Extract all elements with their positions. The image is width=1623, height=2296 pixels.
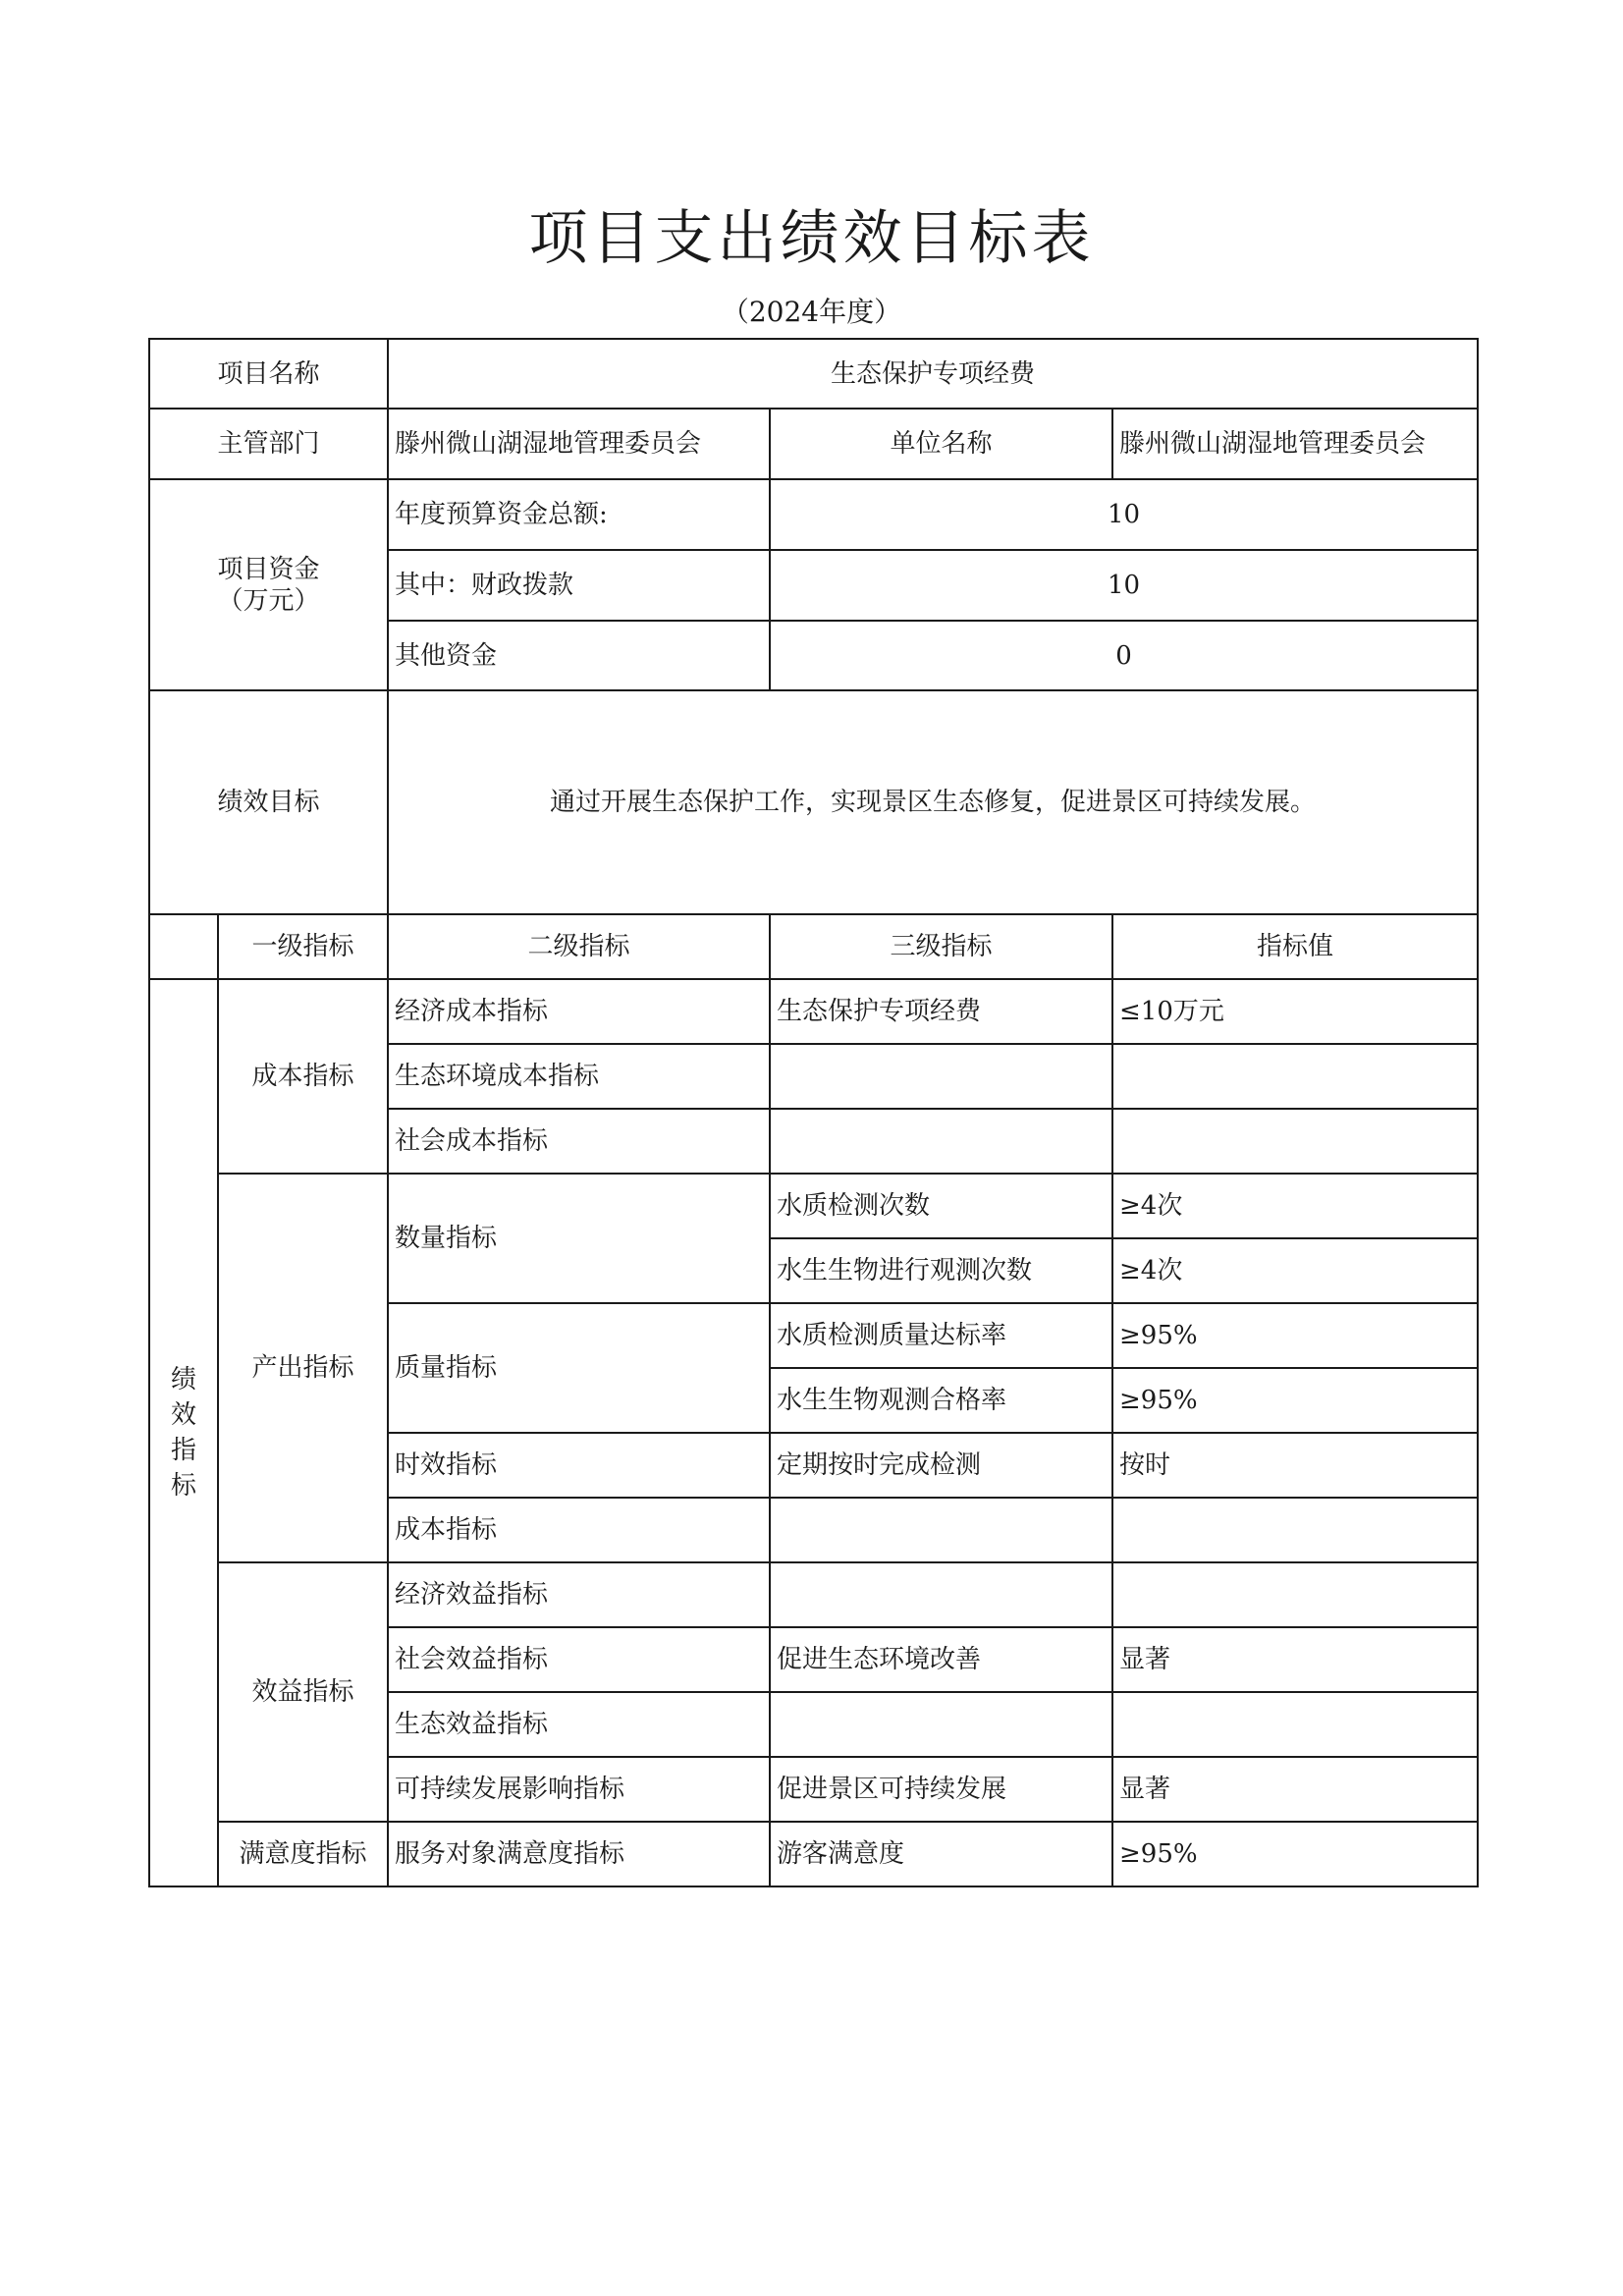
value-cell: ≤10万元	[1112, 979, 1478, 1044]
group-output: 产出指标	[218, 1174, 388, 1562]
level3-cell	[770, 1498, 1112, 1562]
page-subtitle: （2024年度）	[721, 296, 902, 328]
indicator-vertical-label: 绩 效 指 标	[149, 979, 218, 1886]
funds-fiscal-label: 其中：财政拨款	[388, 550, 770, 621]
department-row	[149, 409, 1478, 479]
value-cell: ≥95%	[1112, 1303, 1478, 1368]
table-row	[149, 979, 1478, 1044]
value-cell: ≥95%	[1112, 1368, 1478, 1433]
level3-cell	[770, 1044, 1112, 1109]
value-cell: 显著	[1112, 1627, 1478, 1692]
level3-cell: 水质检测次数	[770, 1174, 1112, 1238]
project-name-row	[149, 339, 1478, 409]
level3-cell: 水生生物观测合格率	[770, 1368, 1112, 1433]
value-cell	[1112, 1692, 1478, 1757]
dept-value: 滕州微山湖湿地管理委员会	[388, 409, 770, 479]
level2-cell: 社会效益指标	[388, 1627, 770, 1692]
indicator-header-row	[149, 914, 1478, 979]
value-cell	[1112, 1109, 1478, 1174]
group-cost: 成本指标	[218, 979, 388, 1174]
level3-cell: 定期按时完成检测	[770, 1433, 1112, 1498]
goal-label: 绩效目标	[149, 690, 388, 914]
level2-cell: 成本指标	[388, 1498, 770, 1562]
funds-fiscal-value: 10	[770, 550, 1478, 621]
value-cell: ≥4次	[1112, 1238, 1478, 1303]
table-row	[149, 1562, 1478, 1627]
header-value: 指标值	[1112, 914, 1478, 979]
level2-cell: 社会成本指标	[388, 1109, 770, 1174]
value-cell	[1112, 1498, 1478, 1562]
performance-table	[148, 338, 1479, 1887]
funds-total-value: 10	[770, 479, 1478, 550]
table-row	[149, 1822, 1478, 1886]
project-name-value: 生态保护专项经费	[388, 339, 1478, 409]
level2-cell: 服务对象满意度指标	[388, 1822, 770, 1886]
header-level2: 二级指标	[388, 914, 770, 979]
goal-text: 通过开展生态保护工作，实现景区生态修复，促进景区可持续发展。	[388, 690, 1478, 914]
value-cell	[1112, 1044, 1478, 1109]
dept-label: 主管部门	[149, 409, 388, 479]
level2-cell: 时效指标	[388, 1433, 770, 1498]
funds-other-value: 0	[770, 621, 1478, 690]
level3-cell: 水质检测质量达标率	[770, 1303, 1112, 1368]
level2-cell: 经济成本指标	[388, 979, 770, 1044]
group-benefit: 效益指标	[218, 1562, 388, 1822]
value-cell: ≥95%	[1112, 1822, 1478, 1886]
header-level1: 一级指标	[218, 914, 388, 979]
level2-cell: 数量指标	[388, 1174, 770, 1303]
level3-cell: 促进生态环境改善	[770, 1627, 1112, 1692]
funds-total-label: 年度预算资金总额:	[388, 479, 770, 550]
level3-cell: 水生生物进行观测次数	[770, 1238, 1112, 1303]
level3-cell: 生态保护专项经费	[770, 979, 1112, 1044]
level3-cell: 游客满意度	[770, 1822, 1112, 1886]
group-satisfaction: 满意度指标	[218, 1822, 388, 1886]
funds-label	[149, 479, 388, 690]
header-blank	[149, 914, 218, 979]
funds-label-line1: 项目资金	[217, 554, 320, 584]
value-cell: 按时	[1112, 1433, 1478, 1498]
level3-cell: 促进景区可持续发展	[770, 1757, 1112, 1822]
level3-cell	[770, 1109, 1112, 1174]
unit-value: 滕州微山湖湿地管理委员会	[1112, 409, 1478, 479]
level2-cell: 经济效益指标	[388, 1562, 770, 1627]
unit-label: 单位名称	[770, 409, 1112, 479]
funds-row-total	[149, 479, 1478, 550]
header-level3: 三级指标	[770, 914, 1112, 979]
table-row	[149, 1174, 1478, 1238]
level3-cell	[770, 1562, 1112, 1627]
goal-row	[149, 690, 1478, 914]
value-cell: ≥4次	[1112, 1174, 1478, 1238]
level2-cell: 生态效益指标	[388, 1692, 770, 1757]
page-title: 项目支出绩效目标表	[528, 204, 1095, 273]
level2-cell: 生态环境成本指标	[388, 1044, 770, 1109]
level2-cell: 可持续发展影响指标	[388, 1757, 770, 1822]
funds-label-line2: （万元）	[217, 585, 320, 616]
level2-cell: 质量指标	[388, 1303, 770, 1433]
level3-cell	[770, 1692, 1112, 1757]
value-cell	[1112, 1562, 1478, 1627]
value-cell: 显著	[1112, 1757, 1478, 1822]
project-name-label: 项目名称	[149, 339, 388, 409]
funds-other-label: 其他资金	[388, 621, 770, 690]
